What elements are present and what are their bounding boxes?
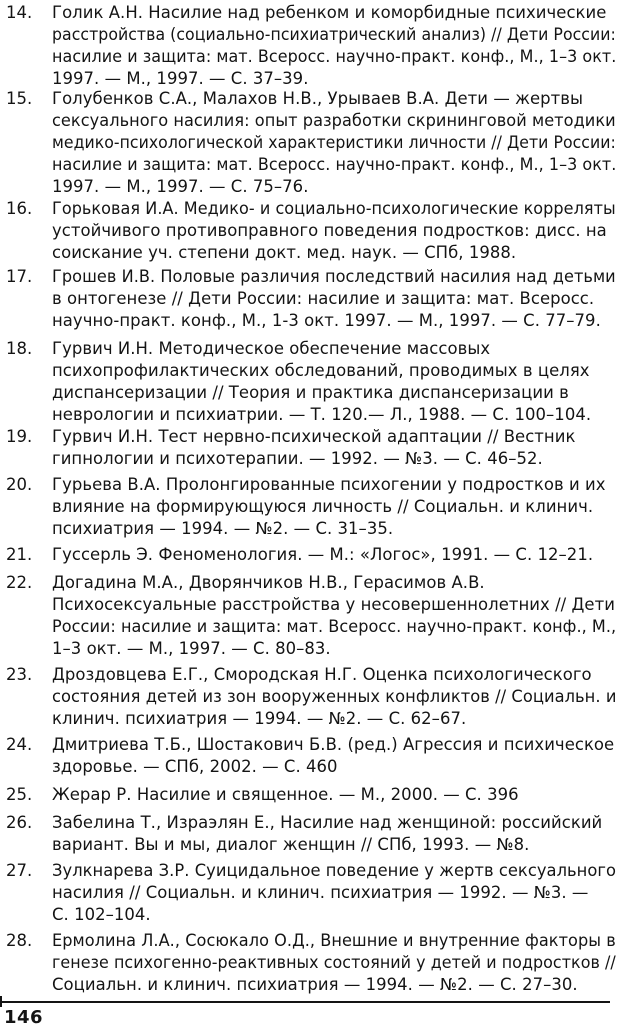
reference-text	[52, 664, 618, 730]
reference-line: диспансеризации // Теория и практика диспансеризации в	[52, 383, 569, 402]
reference-line: С. 102–104.	[52, 905, 151, 924]
reference-line: Социальн. и клинич. психиатрия — 1994. — №2. — С. 27–30.	[52, 975, 578, 994]
reference-line: Ермолина Л.А., Сосюкало О.Д., Внешние и внутренние факторы в	[52, 931, 616, 950]
reference-text	[52, 572, 618, 660]
reference-line: Психосексуальные расстройства у несовершеннолетних // Дети	[52, 595, 615, 614]
reference-line: насилия // Социальн. и клинич. психиатрия — 1992. — №3. —	[52, 883, 589, 902]
page-number: 146	[4, 1007, 44, 1028]
reference-text	[52, 812, 618, 856]
reference-line: устойчивого противоправного поведения подростков: дисс. на	[52, 221, 607, 240]
reference-text	[52, 860, 618, 926]
reference-text	[52, 198, 618, 264]
reference-text	[52, 88, 618, 198]
reference-line: психиатрия — 1994. — №2. — С. 31–35.	[52, 519, 394, 538]
reference-line: 1997. — М., 1997. — С. 75–76.	[52, 177, 309, 196]
reference-line: Дроздовцева Е.Г., Смородская Н.Г. Оценка психологического	[52, 665, 592, 684]
reference-line: генезе психогенно-реактивных состояний у детей и подростков //	[52, 953, 616, 972]
reference-line: Голик А.Н. Насилие над ребенком и коморбидные психические	[52, 3, 607, 22]
reference-number: 16.	[6, 199, 33, 218]
reference-number: 14.	[6, 3, 33, 22]
reference-text	[52, 338, 618, 426]
reference-line: 1–3 окт. — М., 1997. — С. 80–83.	[52, 639, 331, 658]
reference-line: гипнологии и психотерапии. — 1992. — №3. — С. 46–52.	[52, 449, 543, 468]
reference-line: насилие и защита: мат. Всеросс. научно-практ. конф., М., 1–3 окт.	[52, 47, 617, 66]
reference-number: 23.	[6, 665, 33, 684]
reference-line: здоровье. — СПб, 2002. — С. 460	[52, 757, 338, 776]
reference-number: 27.	[6, 861, 33, 880]
reference-line: Гурьева В.А. Пролонгированные психогении у подростков и их	[52, 475, 606, 494]
reference-line: Гуссерль Э. Феноменология. — М.: «Логос», 1991. — С. 12–21.	[52, 545, 594, 564]
reference-line: Догадина М.А., Дворянчиков Н.В., Герасимов А.В.	[52, 573, 485, 592]
reference-number: 15.	[6, 89, 33, 108]
reference-number: 22.	[6, 573, 33, 592]
reference-text	[52, 930, 618, 996]
reference-line: вариант. Вы и мы, диалог женщин // СПб, 1993. — №8.	[52, 835, 530, 854]
reference-line: научно-практ. конф., М., 1-3 окт. 1997. — М., 1997. — С. 77–79.	[52, 311, 601, 330]
reference-line: Дмитриева Т.Б., Шостакович Б.В. (ред.) Агрессия и психическое	[52, 735, 615, 754]
reference-text	[52, 784, 618, 806]
reference-line: Жерар Р. Насилие и священное. — М., 2000. — С. 396	[52, 785, 519, 804]
reference-line: в онтогенезе // Дети России: насилие и защита: мат. Всеросс.	[52, 289, 595, 308]
reference-line: клинич. психиатрия — 1994. — №2. — С. 62–67.	[52, 709, 467, 728]
reference-number: 24.	[6, 735, 33, 754]
reference-number: 18.	[6, 339, 33, 358]
reference-text	[52, 544, 618, 566]
reference-number: 28.	[6, 931, 33, 950]
reference-line: Гурвич И.Н. Методическое обеспечение массовых	[52, 339, 491, 358]
reference-number: 17.	[6, 267, 33, 286]
reference-line: Голубенков С.А., Малахов Н.В., Урываев В.А. Дети — жертвы	[52, 89, 584, 108]
reference-number: 21.	[6, 545, 33, 564]
reference-line: Грошев И.В. Половые различия последствий насилия над детьми	[52, 267, 616, 286]
reference-number: 20.	[6, 475, 33, 494]
reference-line: сексуального насилия: опыт разработки скрининговой методики	[52, 111, 616, 130]
reference-text	[52, 426, 618, 470]
reference-text	[52, 2, 618, 90]
reference-text	[52, 266, 618, 332]
reference-line: соискание уч. степени докт. мед. наук. — СПб, 1988.	[52, 243, 517, 262]
reference-line: Горьковая И.А. Медико- и социально-психологические корреляты	[52, 199, 616, 218]
reference-text	[52, 734, 618, 778]
reference-line: Гурвич И.Н. Тест нервно-психической адаптации // Вестник	[52, 427, 576, 446]
footer-rule	[0, 1001, 610, 1003]
reference-line: Зулкнарева З.Р. Суицидальное поведение у жертв сексуального	[52, 861, 617, 880]
reference-line: влияние на формирующуюся личность // Социальн. и клинич.	[52, 497, 594, 516]
reference-line: насилие и защита: мат. Всеросс. научно-практ. конф., М., 1–3 окт.	[52, 155, 617, 174]
reference-line: России: насилие и защита: мат. Всеросс. научно-практ. конф., М.,	[52, 617, 617, 636]
reference-line: медико-психологической характеристики личности // Дети России:	[52, 133, 616, 152]
reference-line: Забелина Т., Израэлян Е., Насилие над женщиной: российский	[52, 813, 603, 832]
reference-number: 19.	[6, 427, 33, 446]
reference-line: психопрофилактических обследований, проводимых в целях	[52, 361, 590, 380]
reference-line: 1997. — М., 1997. — С. 37–39.	[52, 69, 309, 88]
reference-number: 25.	[6, 785, 33, 804]
reference-line: расстройства (социально-психиатрический анализ) // Дети России:	[52, 25, 616, 44]
reference-number: 26.	[6, 813, 33, 832]
reference-line: состояния детей из зон вооруженных конфликтов // Социальн. и	[52, 687, 617, 706]
reference-text	[52, 474, 618, 540]
reference-line: неврологии и психиатрии. — Т. 120.— Л., 1988. — С. 100–104.	[52, 405, 592, 424]
